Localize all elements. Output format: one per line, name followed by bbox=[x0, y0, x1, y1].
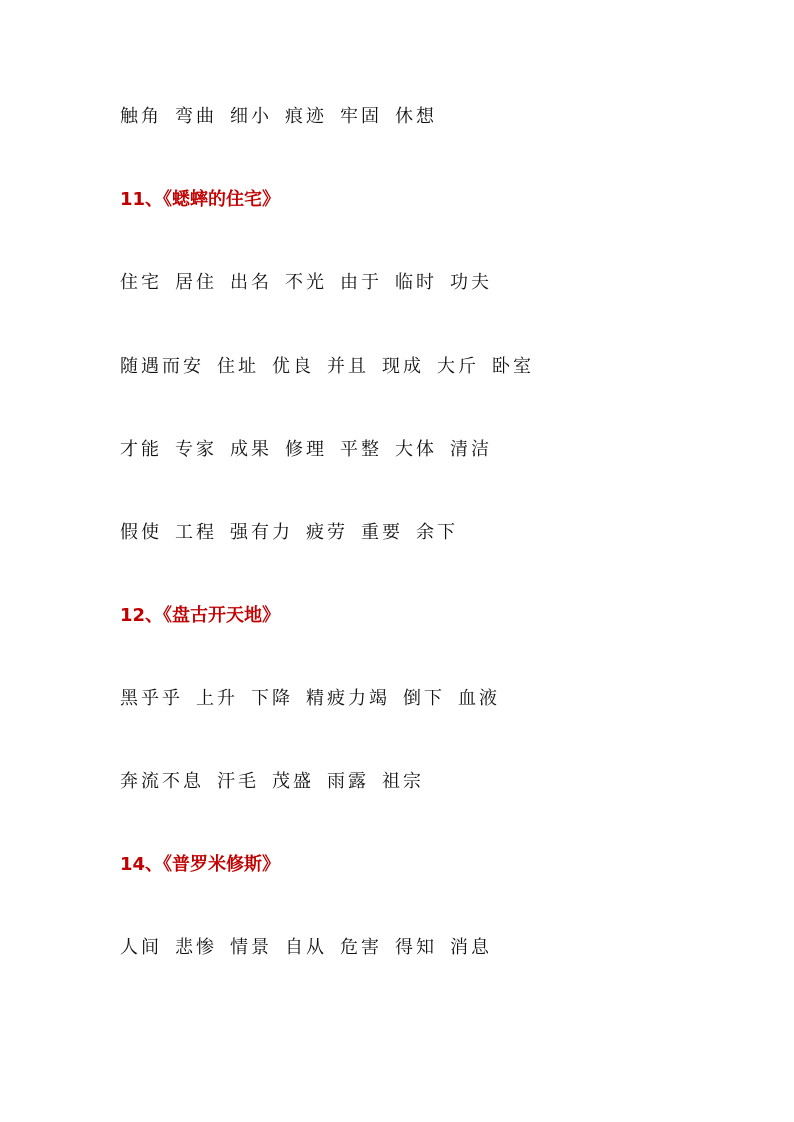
vocab-line-5 bbox=[120, 518, 458, 548]
vocab-word: 出名 bbox=[230, 272, 272, 293]
vocab-word: 修理 bbox=[285, 439, 327, 460]
vocab-word: 牢固 bbox=[340, 106, 382, 127]
vocab-word: 临时 bbox=[395, 272, 437, 293]
vocab-word: 消息 bbox=[450, 937, 492, 958]
vocab-word: 弯曲 bbox=[175, 106, 217, 127]
vocab-word: 触角 bbox=[120, 106, 162, 127]
vocab-line-3 bbox=[120, 352, 534, 382]
vocab-word: 工程 bbox=[175, 522, 217, 543]
vocab-word: 平整 bbox=[340, 439, 382, 460]
vocab-word: 才能 bbox=[120, 439, 162, 460]
lesson-heading-12: 12、《盘古开天地》 bbox=[120, 605, 281, 626]
vocab-word: 假使 bbox=[120, 522, 162, 543]
vocab-word: 细小 bbox=[230, 106, 272, 127]
vocab-word: 并且 bbox=[327, 356, 369, 377]
vocab-word: 现成 bbox=[382, 356, 424, 377]
vocab-word: 黑乎乎 bbox=[120, 688, 183, 709]
vocab-word: 由于 bbox=[340, 272, 382, 293]
vocab-word: 茂盛 bbox=[272, 771, 314, 792]
vocab-word: 大体 bbox=[395, 439, 437, 460]
vocab-word: 血液 bbox=[458, 688, 500, 709]
vocab-word: 得知 bbox=[395, 937, 437, 958]
vocab-word: 不光 bbox=[285, 272, 327, 293]
vocab-line-1 bbox=[120, 102, 437, 132]
vocab-word: 精疲力竭 bbox=[306, 688, 390, 709]
vocab-word: 功夫 bbox=[450, 272, 492, 293]
vocab-word: 成果 bbox=[230, 439, 272, 460]
vocab-word: 痕迹 bbox=[285, 106, 327, 127]
vocab-word: 奔流不息 bbox=[120, 771, 204, 792]
vocab-word: 住宅 bbox=[120, 272, 162, 293]
vocab-word: 人间 bbox=[120, 937, 162, 958]
lesson-heading-14: 14、《普罗米修斯》 bbox=[120, 854, 281, 875]
vocab-word: 倒下 bbox=[403, 688, 445, 709]
vocab-word: 余下 bbox=[416, 522, 458, 543]
lesson-heading-11: 11、《蟋蟀的住宅》 bbox=[120, 189, 281, 210]
vocab-word: 居住 bbox=[175, 272, 217, 293]
vocab-word: 重要 bbox=[361, 522, 403, 543]
vocab-word: 祖宗 bbox=[382, 771, 424, 792]
vocab-line-7 bbox=[120, 767, 424, 797]
vocab-line-8 bbox=[120, 933, 492, 963]
vocab-word: 优良 bbox=[272, 356, 314, 377]
vocab-word: 住址 bbox=[217, 356, 259, 377]
vocab-word: 雨露 bbox=[327, 771, 369, 792]
vocab-word: 疲劳 bbox=[306, 522, 348, 543]
vocab-word: 汗毛 bbox=[217, 771, 259, 792]
vocab-line-6 bbox=[120, 684, 500, 714]
vocab-word: 专家 bbox=[175, 439, 217, 460]
vocab-word: 危害 bbox=[340, 937, 382, 958]
vocab-word: 自从 bbox=[285, 937, 327, 958]
vocab-word: 强有力 bbox=[230, 522, 293, 543]
vocab-word: 下降 bbox=[251, 688, 293, 709]
vocab-word: 悲惨 bbox=[175, 937, 217, 958]
vocab-word: 随遇而安 bbox=[120, 356, 204, 377]
vocab-word: 上升 bbox=[196, 688, 238, 709]
vocab-word: 休想 bbox=[395, 106, 437, 127]
vocab-word: 清洁 bbox=[450, 439, 492, 460]
vocab-word: 卧室 bbox=[492, 356, 534, 377]
vocab-word: 情景 bbox=[230, 937, 272, 958]
vocab-line-4 bbox=[120, 435, 492, 465]
vocab-word: 大斤 bbox=[437, 356, 479, 377]
vocab-line-2 bbox=[120, 268, 492, 298]
